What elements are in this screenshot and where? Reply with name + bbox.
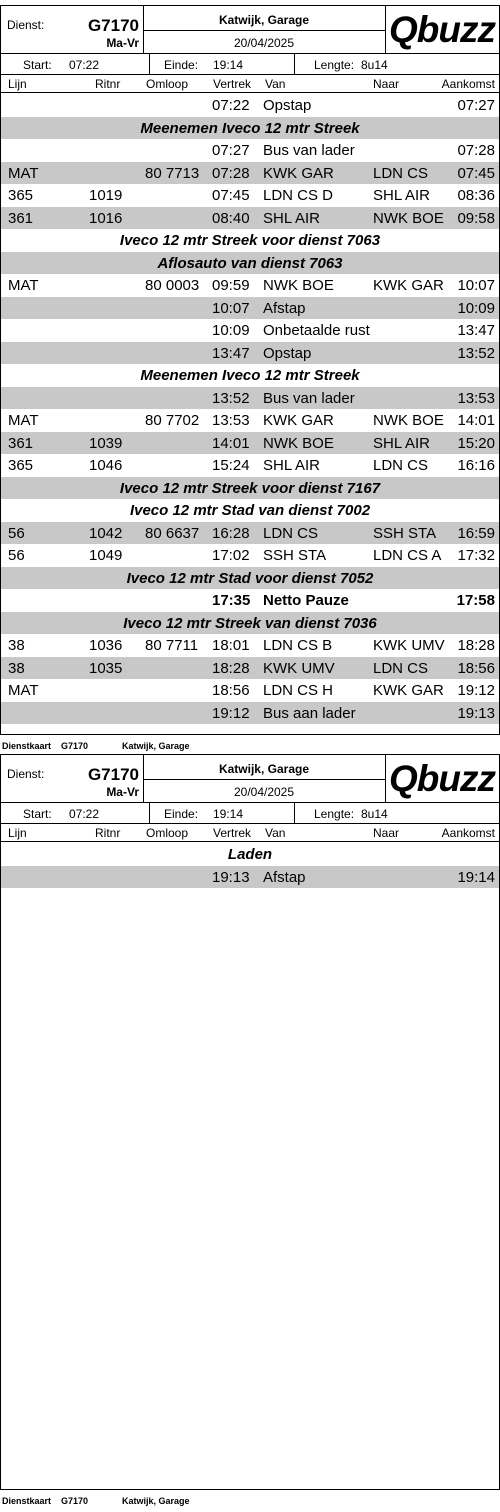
cell-aankomst: 16:59 bbox=[457, 524, 495, 542]
cell-lijn: MAT bbox=[8, 682, 39, 699]
col-omloop: Omloop bbox=[146, 77, 189, 91]
footer-label: Dienstkaart bbox=[2, 741, 52, 751]
cell-naar: KWK UMV bbox=[373, 637, 445, 654]
cell-van: Bus van lader bbox=[263, 389, 355, 407]
section-header bbox=[1, 364, 499, 387]
start-value: 07:22 bbox=[69, 58, 100, 72]
cell-vertrek: 08:40 bbox=[212, 209, 250, 227]
col-vertrek: Vertrek bbox=[213, 77, 252, 91]
section-header bbox=[1, 229, 499, 252]
cell-aankomst: 16:16 bbox=[457, 457, 495, 474]
cell-van: Bus van lader bbox=[263, 142, 355, 159]
section-title: Iveco 12 mtr Stad van dienst 7002 bbox=[129, 502, 371, 519]
col-naar: Naar bbox=[373, 77, 400, 91]
card-header bbox=[1, 755, 499, 803]
cell-aankomst: 09:58 bbox=[457, 209, 495, 227]
cell-vertrek: 07:27 bbox=[212, 142, 250, 159]
cell-lijn: 56 bbox=[8, 547, 25, 564]
dienst-days: Ma-Vr bbox=[106, 36, 139, 50]
divider bbox=[143, 779, 385, 780]
trip-row bbox=[1, 657, 499, 680]
start-label: Start: bbox=[23, 807, 52, 821]
cell-van: Onbetaalde rust bbox=[263, 322, 370, 339]
cell-lijn: 365 bbox=[8, 457, 34, 474]
cell-omloop: 80 7713 bbox=[145, 164, 200, 182]
lengte-label: Lengte: bbox=[314, 807, 355, 821]
trip-row bbox=[1, 319, 499, 342]
cell-lijn: MAT bbox=[8, 164, 39, 182]
section-title: Iveco 12 mtr Streek voor dienst 7063 bbox=[119, 232, 381, 249]
cell-vertrek: 07:22 bbox=[212, 97, 250, 114]
lengte-value: 8u14 bbox=[361, 807, 388, 821]
section-header bbox=[1, 252, 499, 275]
cell-lijn: 38 bbox=[8, 637, 25, 654]
einde-value: 19:14 bbox=[213, 58, 244, 72]
col-omloop: Omloop bbox=[146, 826, 189, 840]
cell-vertrek: 17:02 bbox=[212, 547, 250, 564]
cell-aankomst: 19:14 bbox=[457, 868, 495, 886]
cell-naar: SHL AIR bbox=[373, 434, 430, 452]
footer-location: Katwijk, Garage bbox=[122, 741, 190, 751]
cell-van: SHL AIR bbox=[263, 209, 320, 227]
location: Katwijk, Garage bbox=[218, 13, 310, 27]
column-header bbox=[1, 824, 499, 842]
cell-vertrek: 10:09 bbox=[212, 322, 250, 339]
cell-lijn: MAT bbox=[8, 412, 39, 429]
cell-van: LDN CS H bbox=[263, 682, 334, 699]
trip-row bbox=[1, 634, 499, 657]
trip-row bbox=[1, 297, 499, 320]
cell-vertrek: 15:24 bbox=[212, 457, 250, 474]
section-header bbox=[1, 843, 499, 866]
section-header bbox=[1, 477, 499, 500]
trip-table bbox=[1, 93, 499, 724]
cell-naar: LDN CS A bbox=[373, 547, 442, 564]
cell-vertrek: 18:56 bbox=[212, 682, 250, 699]
cell-van: Bus aan lader bbox=[263, 704, 356, 722]
card-header bbox=[1, 6, 499, 54]
cell-aankomst: 13:52 bbox=[457, 344, 495, 362]
section-title: Iveco 12 mtr Streek van dienst 7036 bbox=[123, 614, 377, 632]
cell-aankomst: 10:07 bbox=[457, 277, 495, 294]
cell-van: Afstap bbox=[263, 299, 306, 317]
cell-vertrek: 17:35 bbox=[212, 592, 251, 609]
cell-naar: SHL AIR bbox=[373, 187, 430, 204]
cell-lijn: MAT bbox=[8, 277, 39, 294]
col-lijn: Lijn bbox=[8, 77, 27, 91]
qbuzz-logo: Qbuzz bbox=[389, 9, 495, 50]
trip-row bbox=[1, 342, 499, 365]
cell-aankomst: 07:28 bbox=[457, 142, 495, 159]
cell-vertrek: 13:53 bbox=[212, 412, 250, 429]
cell-aankomst: 19:12 bbox=[457, 682, 495, 699]
trip-row bbox=[1, 139, 499, 162]
trip-row bbox=[1, 94, 499, 117]
section-title: Aflosauto van dienst 7063 bbox=[157, 254, 343, 272]
section-title: Laden bbox=[227, 846, 273, 863]
trip-row bbox=[1, 544, 499, 567]
cell-aankomst: 10:09 bbox=[457, 299, 495, 317]
cell-vertrek: 16:28 bbox=[212, 524, 250, 542]
cell-naar: NWK BOE bbox=[373, 209, 444, 227]
trip-row bbox=[1, 184, 499, 207]
section-title: Meenemen Iveco 12 mtr Streek bbox=[140, 367, 360, 384]
col-aankomst: Aankomst bbox=[441, 826, 495, 840]
cell-naar: LDN CS bbox=[373, 164, 429, 182]
footer-location: Katwijk, Garage bbox=[122, 1496, 190, 1506]
trip-row bbox=[1, 454, 499, 477]
cell-van: NWK BOE bbox=[263, 434, 334, 452]
dienstkaart-page-2 bbox=[0, 754, 500, 1490]
cell-ritnr: 1036 bbox=[89, 637, 123, 654]
footer-number: G7170 bbox=[61, 1496, 89, 1506]
einde-label: Einde: bbox=[164, 58, 199, 72]
dienst-label: Dienst: bbox=[7, 18, 45, 32]
cell-vertrek: 09:59 bbox=[212, 277, 250, 294]
cell-van: Opstap bbox=[263, 344, 312, 362]
cell-ritnr: 1016 bbox=[89, 209, 123, 227]
dienstkaart-page-1 bbox=[0, 5, 500, 735]
cell-vertrek: 18:01 bbox=[212, 637, 250, 654]
footer-number: G7170 bbox=[61, 741, 89, 751]
col-lijn: Lijn bbox=[8, 826, 27, 840]
cell-aankomst: 17:32 bbox=[457, 547, 495, 564]
cell-vertrek: 18:28 bbox=[212, 659, 250, 677]
date: 20/04/2025 bbox=[233, 36, 295, 50]
section-title: Meenemen Iveco 12 mtr Streek bbox=[140, 119, 360, 137]
cell-van: Afstap bbox=[263, 868, 306, 886]
cell-vertrek: 10:07 bbox=[212, 299, 250, 317]
start-label: Start: bbox=[23, 58, 52, 72]
cell-van: NWK BOE bbox=[263, 277, 334, 294]
cell-omloop: 80 7702 bbox=[145, 412, 200, 429]
column-header bbox=[1, 75, 499, 93]
cell-naar: KWK GAR bbox=[373, 682, 444, 699]
divider bbox=[149, 54, 150, 75]
trip-row bbox=[1, 702, 499, 725]
divider bbox=[149, 803, 150, 824]
cell-van: KWK GAR bbox=[263, 412, 334, 429]
cell-lijn: 56 bbox=[8, 524, 25, 542]
trip-row bbox=[1, 409, 499, 432]
cell-vertrek: 07:28 bbox=[212, 164, 250, 182]
dienst-label: Dienst: bbox=[7, 767, 45, 781]
info-bar bbox=[1, 803, 499, 824]
cell-aankomst: 13:53 bbox=[457, 389, 495, 407]
location: Katwijk, Garage bbox=[218, 762, 310, 776]
trip-table bbox=[1, 842, 499, 888]
cell-van: KWK GAR bbox=[263, 164, 334, 182]
cell-ritnr: 1042 bbox=[89, 524, 123, 542]
divider bbox=[143, 30, 385, 31]
dienst-number: G7170 bbox=[87, 765, 139, 784]
cell-van: Opstap bbox=[263, 97, 312, 114]
cell-van: LDN CS B bbox=[263, 637, 333, 654]
trip-row bbox=[1, 274, 499, 297]
qbuzz-logo: Qbuzz bbox=[389, 758, 495, 799]
cell-ritnr: 1019 bbox=[89, 187, 123, 204]
cell-vertrek: 14:01 bbox=[212, 434, 250, 452]
cell-vertrek: 07:45 bbox=[212, 187, 250, 204]
cell-vertrek: 13:52 bbox=[212, 389, 250, 407]
trip-row bbox=[1, 162, 499, 185]
trip-row bbox=[1, 432, 499, 455]
col-naar: Naar bbox=[373, 826, 400, 840]
section-title: Iveco 12 mtr Stad voor dienst 7052 bbox=[126, 569, 374, 587]
col-ritnr: Ritnr bbox=[95, 826, 121, 840]
cell-aankomst: 13:47 bbox=[457, 322, 495, 339]
cell-naar: SSH STA bbox=[373, 524, 437, 542]
cell-van: Netto Pauze bbox=[263, 592, 349, 609]
cell-aankomst: 15:20 bbox=[457, 434, 495, 452]
section-header bbox=[1, 499, 499, 522]
einde-label: Einde: bbox=[164, 807, 199, 821]
section-title: Iveco 12 mtr Streek voor dienst 7167 bbox=[119, 479, 381, 497]
dienst-days: Ma-Vr bbox=[106, 785, 139, 799]
cell-lijn: 361 bbox=[8, 434, 34, 452]
cell-naar: LDN CS bbox=[373, 457, 429, 474]
info-bar bbox=[1, 54, 499, 75]
cell-vertrek: 13:47 bbox=[212, 344, 250, 362]
date: 20/04/2025 bbox=[233, 785, 295, 799]
cell-vertrek: 19:12 bbox=[212, 704, 250, 722]
cell-lijn: 365 bbox=[8, 187, 34, 204]
cell-omloop: 80 0003 bbox=[145, 277, 200, 294]
cell-aankomst: 14:01 bbox=[457, 412, 495, 429]
section-header bbox=[1, 612, 499, 635]
footer-label: Dienstkaart bbox=[2, 1496, 52, 1506]
cell-van: SSH STA bbox=[263, 547, 327, 564]
col-ritnr: Ritnr bbox=[95, 77, 121, 91]
trip-row bbox=[1, 679, 499, 702]
col-aankomst: Aankomst bbox=[441, 77, 495, 91]
col-van: Van bbox=[265, 826, 286, 840]
section-header bbox=[1, 567, 499, 590]
section-header bbox=[1, 117, 499, 140]
cell-van: LDN CS D bbox=[263, 187, 334, 204]
dienst-number: G7170 bbox=[87, 16, 139, 35]
cell-omloop: 80 6637 bbox=[145, 524, 200, 542]
cell-aankomst: 19:13 bbox=[457, 704, 495, 722]
cell-lijn: 38 bbox=[8, 659, 25, 677]
cell-naar: KWK GAR bbox=[373, 277, 444, 294]
divider bbox=[294, 54, 295, 75]
col-vertrek: Vertrek bbox=[213, 826, 252, 840]
cell-lijn: 361 bbox=[8, 209, 34, 227]
cell-ritnr: 1046 bbox=[89, 457, 123, 474]
cell-aankomst: 07:45 bbox=[457, 164, 495, 182]
trip-row bbox=[1, 387, 499, 410]
cell-aankomst: 18:56 bbox=[457, 659, 495, 677]
cell-ritnr: 1049 bbox=[89, 547, 123, 564]
cell-aankomst: 08:36 bbox=[457, 187, 495, 204]
divider bbox=[294, 803, 295, 824]
cell-aankomst: 07:27 bbox=[457, 97, 495, 114]
pause-row bbox=[1, 589, 499, 612]
start-value: 07:22 bbox=[69, 807, 100, 821]
cell-ritnr: 1039 bbox=[89, 434, 123, 452]
trip-row bbox=[1, 207, 499, 230]
lengte-value: 8u14 bbox=[361, 58, 388, 72]
cell-aankomst: 17:58 bbox=[456, 592, 495, 609]
cell-van: KWK UMV bbox=[263, 659, 335, 677]
trip-row bbox=[1, 866, 499, 889]
cell-ritnr: 1035 bbox=[89, 659, 123, 677]
cell-omloop: 80 7711 bbox=[145, 637, 199, 654]
trip-row bbox=[1, 522, 499, 545]
cell-naar: NWK BOE bbox=[373, 412, 444, 429]
col-van: Van bbox=[265, 77, 286, 91]
einde-value: 19:14 bbox=[213, 807, 244, 821]
cell-vertrek: 19:13 bbox=[212, 868, 250, 886]
lengte-label: Lengte: bbox=[314, 58, 355, 72]
cell-naar: LDN CS bbox=[373, 659, 429, 677]
cell-aankomst: 18:28 bbox=[457, 637, 495, 654]
cell-van: LDN CS bbox=[263, 524, 319, 542]
cell-van: SHL AIR bbox=[263, 457, 320, 474]
